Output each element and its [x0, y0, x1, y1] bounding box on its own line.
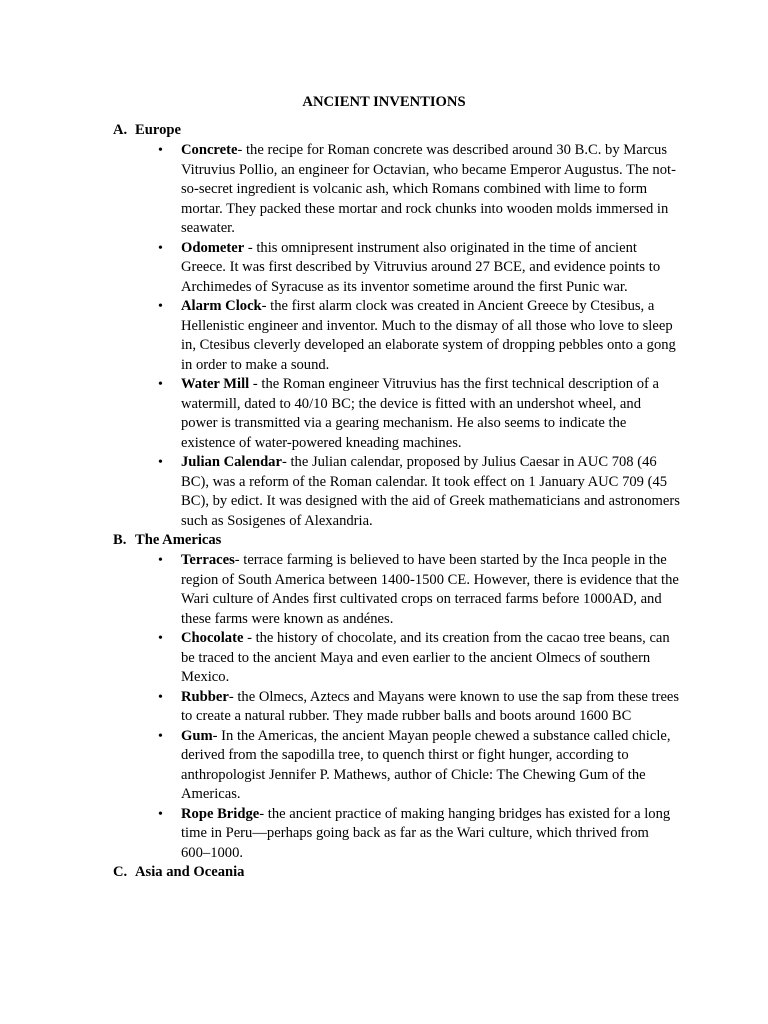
list-item	[113, 551, 681, 629]
list-item	[113, 727, 681, 805]
bullet-icon: •	[158, 728, 163, 744]
item-term: Odometer	[181, 239, 245, 256]
section-letter: B.	[113, 532, 127, 548]
item-term: Julian Calendar	[181, 454, 282, 470]
item-text: - terrace farming is believed to have been started by the Inca people in the region of South America between 1400-1500 CE. However, there is evidence that the Wari culture of Andes first cultivated crops on terraced farms before 1000AD, and these farms were known as andénes.	[181, 552, 679, 627]
bullet-icon: •	[158, 806, 163, 822]
item-text: - the Olmecs, Aztecs and Mayans were known to use the sap from these trees to create a natural rubber. They made rubber balls and boots around 1600 BC	[181, 688, 680, 724]
item-term: Gum	[181, 727, 213, 744]
item-term: Terraces	[181, 552, 235, 568]
bullet-icon: •	[158, 299, 163, 314]
bullet-list	[113, 141, 703, 531]
section-heading	[113, 531, 703, 551]
section-letter: C.	[113, 864, 128, 880]
bullet-icon: •	[158, 631, 163, 646]
item-term: Water Mill	[181, 376, 250, 392]
bullet-icon: •	[158, 689, 163, 705]
section-title: The Americas	[135, 532, 222, 548]
list-item	[113, 629, 681, 688]
bullet-list	[113, 551, 703, 863]
bullet-icon: •	[158, 240, 163, 256]
document-body	[113, 121, 703, 883]
bullet-icon: •	[158, 553, 163, 568]
list-item	[113, 297, 681, 375]
section-heading	[113, 863, 703, 883]
bullet-icon: •	[158, 143, 163, 158]
list-item	[113, 141, 681, 239]
section-heading	[113, 121, 703, 141]
bullet-icon: •	[158, 377, 163, 392]
item-text: - In the Americas, the ancient Mayan people chewed a substance called chicle, derived from the sapodilla tree, to quench thirst or fight hunger, according to anthropologist Jennifer P. Mathews, author of Chicle: The Chewing Gum of the Americas.	[181, 727, 671, 802]
list-item	[113, 375, 681, 453]
section-europe	[113, 121, 703, 531]
section-asia-oceania	[113, 863, 703, 883]
section-title: Asia and Oceania	[135, 864, 245, 880]
item-text: - the first alarm clock was created in Ancient Greece by Ctesibus, a Hellenistic engineer and inventor. Much to the dismay of all those who love to sleep in, Ctesibus cleverly developed an elaborate system of dropping pebbles onto a gong in order to make a sound.	[181, 298, 676, 373]
item-term: Rope Bridge	[181, 805, 260, 822]
item-term: Chocolate	[181, 630, 244, 646]
item-term: Rubber	[181, 688, 229, 705]
section-letter: A.	[113, 122, 128, 138]
section-title: Europe	[135, 122, 181, 138]
item-term: Alarm Clock	[181, 298, 262, 314]
item-text: - the Julian calendar, proposed by Julius Caesar in AUC 708 (46 BC), was a reform of the Roman calendar. It took effect on 1 January AUC 709 (45 BC), by edict. It was designed with the aid of Greek mathematicians and astronomers such as Sosigenes of Alexandria.	[181, 454, 680, 529]
item-text: - the recipe for Roman concrete was described around 30 B.C. by Marcus Vitruvius Pollio, an engineer for Octavian, who became Emperor Augustus. The not-so-secret ingredient is volcanic ash, which Romans combined with lime to form mortar. They packed these mortar and rock chunks into wooden molds immersed in seawater.	[181, 142, 676, 236]
item-text: - the history of chocolate, and its creation from the cacao tree beans, can be traced to the ancient Maya and even earlier to the ancient Olmecs of southern Mexico.	[181, 630, 670, 685]
item-text: - the ancient practice of making hanging bridges has existed for a long time in Peru—perhaps going back as far as the Wari culture, which thrived from 600–1000.	[181, 805, 671, 861]
list-item	[113, 688, 681, 727]
list-item	[113, 805, 681, 864]
document-title: ANCIENT INVENTIONS	[302, 94, 466, 110]
bullet-icon: •	[158, 455, 163, 470]
item-text: - this omnipresent instrument also originated in the time of ancient Greece. It was first described by Vitruvius around 27 BCE, and evidence points to Archimedes of Syracuse as its inventor sometime around the first Punic war.	[181, 239, 661, 295]
list-item	[113, 239, 681, 298]
section-americas	[113, 531, 703, 863]
item-text: - the Roman engineer Vitruvius has the first technical description of a watermill, dated to 40/10 BC; the device is fitted with an undershot wheel, and power is transmitted via a gearing mechanism. He also seems to indicate the existence of water-powered kneading machines.	[181, 376, 660, 451]
list-item	[113, 453, 681, 531]
item-term: Concrete	[181, 142, 238, 158]
